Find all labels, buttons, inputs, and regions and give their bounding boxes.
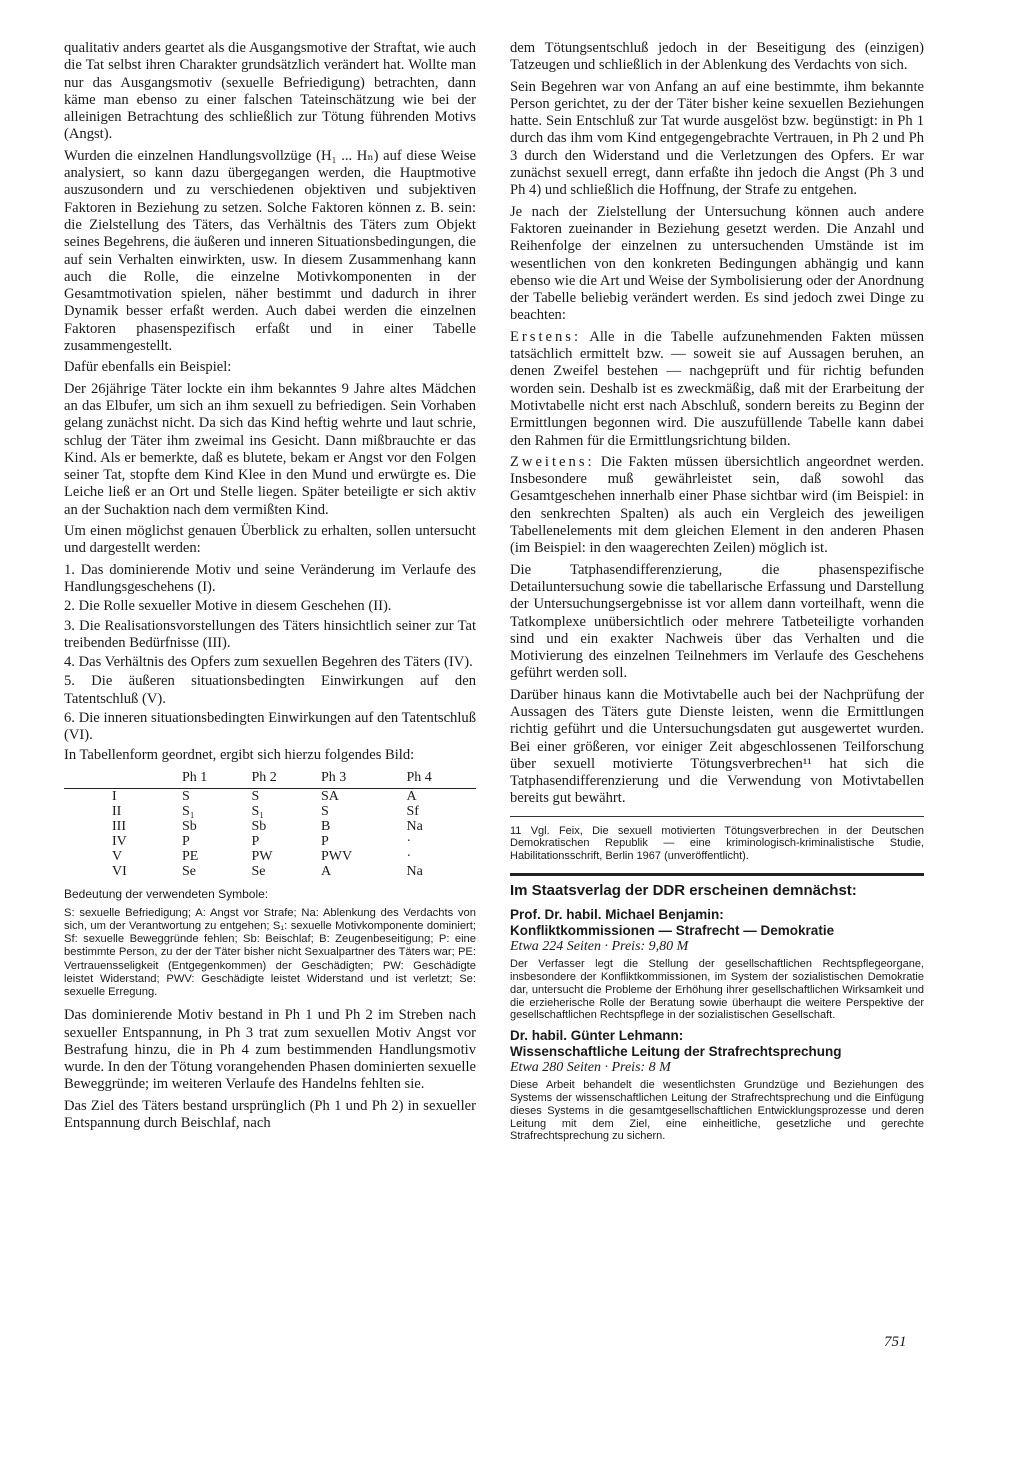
announcement-heading: Im Staatsverlag der DDR erscheinen demnächst: <box>510 882 857 900</box>
paragraph: In Tabellenform geordnet, ergibt sich hierzu folgendes Bild: <box>64 746 415 763</box>
publisher-announcement <box>510 873 924 1143</box>
list-item: 6. Die inneren situationsbedingten Einwirkungen auf den Tatentschluß (VI). <box>64 709 476 744</box>
table-cell: Na <box>406 818 423 834</box>
table-cell: Sb <box>251 818 267 834</box>
book-description: Diese Arbeit behandelt die wesentlichsten Grundzüge und Beziehungen des Systems der wissenschaftlichen Leitung der Strafrechtsprechung und die Einfügung dieses Systems in die gesamtgesellschaftlichen Entwicklungsprozesse und deren Leitung mit dem Ziel, eine einheitliche, gesetzliche und gerechte Strafrechtsprechung zu sichern. <box>510 1079 924 1143</box>
table-header-cell: Ph 1 <box>182 768 251 789</box>
table-row <box>64 849 476 864</box>
legend-text: S: sexuelle Befriedigung; A: Angst vor Strafe; Na: Ablenkung des Verdachts von sich, um der Verantwortung zu entgehen; S₁: sexuelle Motivkomponente dominiert; Sf: sexuelle Beweggründe fehlen; Sb: Beischlaf; B: Zeugenbeseitigung; P: eine bestimmte Person, zu der der Täter bisher nicht Sexualpartner des Täters war; PE: Vertrauensseligkeit (Entgegenkommen) der Geschädigten; PW: Geschädigte leistet Widerstand; PWV: Geschädigte leistet Widerstand und ist verletzt; Se: sexuelle Erregung. <box>64 906 476 999</box>
paragraph: Dafür ebenfalls ein Beispiel: <box>64 359 232 376</box>
table-row <box>64 864 476 879</box>
list-item: 1. Das dominierende Motiv und seine Veränderung im Verlaufe des Handlungsgeschehens (I). <box>64 561 476 595</box>
table-cell: V <box>112 848 123 864</box>
book-entry <box>510 907 924 1022</box>
paragraph: Wurden die einzelnen Handlungsvollzüge (H₁ ... Hₙ) auf diese Weise analysiert, so kann dazu übergegangen werden, die Hauptmotive auszusondern und zu verschiedenen objektiven und subjektiven Faktoren in Beziehung zu setzen. Solche Faktoren können z. B. sein: die Zielstellung des Täters, das Verhältnis des Täters zum Objekt seines Begehrens, die äußeren und inneren Situationsbedingungen, die auf sein Verhalten einwirkten, usw. In diesem Zusammenhang kann auch die Rolle, die einzelne Motivkomponenten in der Gesamtmotivation spielen, näher bestimmt und dadurch in ihrer Dynamik besser erfaßt werden. Auch dabei werden die einzelnen Faktoren phasenspezifisch erfaßt und in einer Tabelle zusammengestellt. <box>64 147 476 355</box>
table-row <box>64 819 476 834</box>
paragraph-lead: Erstens: <box>510 328 582 345</box>
table-cell: Sf <box>406 803 419 819</box>
table-cell: Se <box>251 863 266 879</box>
table-header-row <box>64 768 476 789</box>
list-item: 2. Die Rolle sexueller Motive in diesem Geschehen (II). <box>64 598 392 615</box>
right-column <box>510 40 924 1147</box>
book-description: Der Verfasser legt die Stellung der gesellschaftlichen Rechtspflegeorgane, insbesondere der Konfliktkommissionen, im System der sozialistischen Demokratie dar, untersucht die Probleme der Erhöhung ihrer gesellschaftlichen Wirksamkeit und die erzieherische Rolle der Beratung sowie überhaupt die weitere Perspektive der gesellschaftlichen Rechtspflege in der sozialistischen Gesellschaft. <box>510 958 924 1022</box>
book-author: Prof. Dr. habil. Michael Benjamin: <box>510 907 724 923</box>
footnote: 11 Vgl. Feix, Die sexuell motivierten Tötungsverbrechen in der Deutschen Demokratischen Republik — eine kriminologisch-kriminalistische Studie, Habilitationsschrift, Berlin 1967 (unveröffentlicht). <box>510 816 924 863</box>
table-cell: III <box>112 818 126 834</box>
table-cell: P <box>182 833 190 849</box>
table-cell: IV <box>112 833 127 849</box>
table-cell: · <box>406 833 412 849</box>
paragraph: Das dominierende Motiv bestand in Ph 1 und Ph 2 im Streben nach sexueller Entspannung, in Ph 3 trat zum sexuellen Motiv Angst vor Bestrafung hinzu, die in Ph 4 zum bestimmenden Handlungsmotiv wurde. In den der Tötung vorangehenden Phasen dominierten sexuelle Beweggründe; im weiteren Verlaufe des Handelns fehlten sie. <box>64 1007 476 1093</box>
table-header-cell: Ph 4 <box>406 768 476 789</box>
table-cell: Sb <box>182 818 197 834</box>
table-cell: B <box>320 818 331 834</box>
table-cell: S₁ <box>251 803 265 819</box>
table-row <box>64 788 476 804</box>
paragraph: Die Tatphasendifferenzierung, die phasenspezifische Detailuntersuchung sowie die tabellarische Erfassung und Darstellung der Untersuchungsergebnisse ist vor allem dann vorteilhaft, wenn die Tatkomplexe unübersichtlich oder mehrere Tatbeteiligte vorhanden sind und ein exakter Nachweis über das Verhalten und die Motivierung des einzelnen Teilnehmers im Verlaufe des Geschehens geführt werden soll. <box>510 561 924 682</box>
paragraph: Darüber hinaus kann die Motivtabelle auch bei der Nachprüfung der Aussagen des Täters gute Dienste leisten, wenn die Ermittlungen richtig geführt und die Untersuchungsdaten gut ausgewertet wurden. Bei einer größeren, vor einiger Zeit abgeschlossenen Teilforschung über sexuell motivierte Tötungsverbrechen¹¹ hat sich die Tatphasendifferenzierung und die Verwendung von Motivtabellen bereits gut bewährt. <box>510 686 924 807</box>
table-cell: S <box>251 788 260 804</box>
book-entry <box>510 1028 924 1143</box>
paragraph: Um einen möglichst genauen Überblick zu erhalten, sollen untersucht und dargestellt werden: <box>64 523 476 557</box>
paragraph-body: Alle in die Tabelle aufzunehmenden Fakten müssen tatsächlich ermittelt bzw. — soweit sie auf Aussagen beruhen, an denen Zweifel bestehen — nachgeprüft und für richtig befunden worden sein. Deshalb ist es zweckmäßig, daß mit der Erarbeitung der Motivtabelle nicht erst nach Abschluß, sondern bereits zu Beginn der Ermittlungen begonnen wird. Die auszufüllende Tabelle kann dabei den Rahmen für die Ermittlungsrichtung bilden. <box>510 328 924 449</box>
table-cell: PWV <box>320 848 353 864</box>
left-column <box>64 40 476 1136</box>
table-cell: A <box>320 863 332 879</box>
paragraph: Der 26jährige Täter lockte ein ihm bekanntes 9 Jahre altes Mädchen an das Elbufer, um sich an ihm sexuell zu befriedigen. Sein Vorhaben gelang zunächst nicht. Da sich das Kind heftig wehrte und laut schrie, schlug der Täter ihm zweimal ins Gesicht. Dann mißbrauchte er das Kind. Als er bemerkte, daß es blutete, bekam er Angst vor den Folgen seiner Tat, stopfte dem Kind Klee in den Mund und erwürgte es. Die Leiche ließ er an Ort und Stelle liegen. Später beteiligte er sich aktiv an der Suchaktion nach dem vermißten Kind. <box>64 380 476 518</box>
table-cell: A <box>406 788 417 804</box>
legend-title: Bedeutung der verwendeten Symbole: <box>64 886 269 901</box>
paragraph-lead: Zweitens: <box>510 453 595 470</box>
table-row <box>64 804 476 819</box>
table-cell: Se <box>182 863 196 879</box>
table-row <box>64 834 476 849</box>
paragraph-body: Die Fakten müssen übersichtlich angeordnet werden. Insbesondere muß gewährleistet sein, daß sowohl das Gesamtgeschehen innerhalb einer Phase sichtbar wird (im Beispiel: in den senkrechten Spalten) als auch ein Vergleich des jeweiligen Tabellenelements mit dem gleichen Element in den anderen Phasen (im Beispiel: in den waagerechten Zeilen) möglich ist. <box>510 453 924 557</box>
paragraph: qualitativ anders geartet als die Ausgangsmotive der Straftat, wie auch die Tat selbst ihren Charakter grundsätzlich verändert hat. Wollte man nur das Ausgangsmotiv (sexuelle Befriedigung) betrachten, dann käme man ebenso zu einer falschen Tateinschätzung wie bei der alleinigen Betrachtung des schließlich zur Tötung führenden Motivs (Angst). <box>64 40 476 143</box>
list-item: 4. Das Verhältnis des Opfers zum sexuellen Begehren des Täters (IV). <box>64 654 473 671</box>
table-cell: S <box>320 803 329 819</box>
book-title: Wissenschaftliche Leitung der Strafrechtsprechung <box>510 1044 842 1060</box>
list-item: 3. Die Realisationsvorstellungen des Täters hinsichtlich seiner zur Tat treibenden Bedürfnisse (III). <box>64 617 476 651</box>
table-cell: SA <box>320 788 339 804</box>
paragraph <box>510 454 924 558</box>
table-cell: VI <box>112 863 127 879</box>
table-cell: S₁ <box>182 803 195 819</box>
page-number: 751 <box>884 1334 907 1350</box>
book-title: Konfliktkommissionen — Strafrecht — Demokratie <box>510 923 835 939</box>
paragraph: Das Ziel des Täters bestand ursprünglich (Ph 1 und Ph 2) in sexueller Entspannung durch Beischlaf, nach <box>64 1097 476 1132</box>
table-header-cell <box>64 768 182 789</box>
table-cell: P <box>251 833 260 849</box>
paragraph: Sein Begehren war von Anfang an auf eine bestimmte, ihm bekannte Person gerichtet, zu der der Täter bisher keine sexuellen Beziehungen hatte. Sein Entschluß zur Tat wurde ausgelöst bzw. begünstigt: in Ph 1 durch das ihm vom Kind entgegengebrachte Vertrauen, in Ph 2 und Ph 3 durch den Widerstand und die Verletzungen des Opfers. Er war zunächst sexuell erregt, dann erfaßte ihn jedoch die Angst (Ph 3 und Ph 4) und schließlich die Hoffnung, der Strafe zu entgehen. <box>510 78 924 199</box>
motive-table <box>64 768 476 879</box>
table-cell: · <box>406 848 412 864</box>
book-meta: Etwa 280 Seiten · Preis: 8 M <box>510 1060 671 1076</box>
table-header-cell: Ph 2 <box>251 768 320 789</box>
table-cell: II <box>112 803 122 819</box>
book-author: Dr. habil. Günter Lehmann: <box>510 1028 684 1044</box>
table-cell: S <box>182 788 190 804</box>
table-cell: P <box>320 833 329 849</box>
book-meta: Etwa 224 Seiten · Preis: 9,80 M <box>510 939 689 955</box>
table-cell: PW <box>251 848 273 864</box>
paragraph <box>510 329 924 450</box>
table-cell: Na <box>406 863 423 879</box>
paragraph: dem Tötungsentschluß jedoch in der Beseitigung des (einzigen) Tatzeugen und schließlich in der Ablenkung des Verdachts von sich. <box>510 40 924 74</box>
table-header-cell: Ph 3 <box>321 768 407 789</box>
table-cell: PE <box>182 848 199 864</box>
paragraph: Je nach der Zielstellung der Untersuchung können auch andere Faktoren zueinander in Beziehung gesetzt werden. Die Anzahl und Reihenfolge der einzelnen zu untersuchenden Umstände ist im wesentlichen von den konkreten Bedingungen abhängig und kann ebenso wie die Art und Weise der Symbolisierung oder der Anordnung der Tabelle beliebig verändert werden. Es sind jedoch zwei Dinge zu beachten: <box>510 203 924 324</box>
list-item: 5. Die äußeren situationsbedingten Einwirkungen auf den Tatentschluß (V). <box>64 673 476 707</box>
table-cell: I <box>112 788 117 804</box>
